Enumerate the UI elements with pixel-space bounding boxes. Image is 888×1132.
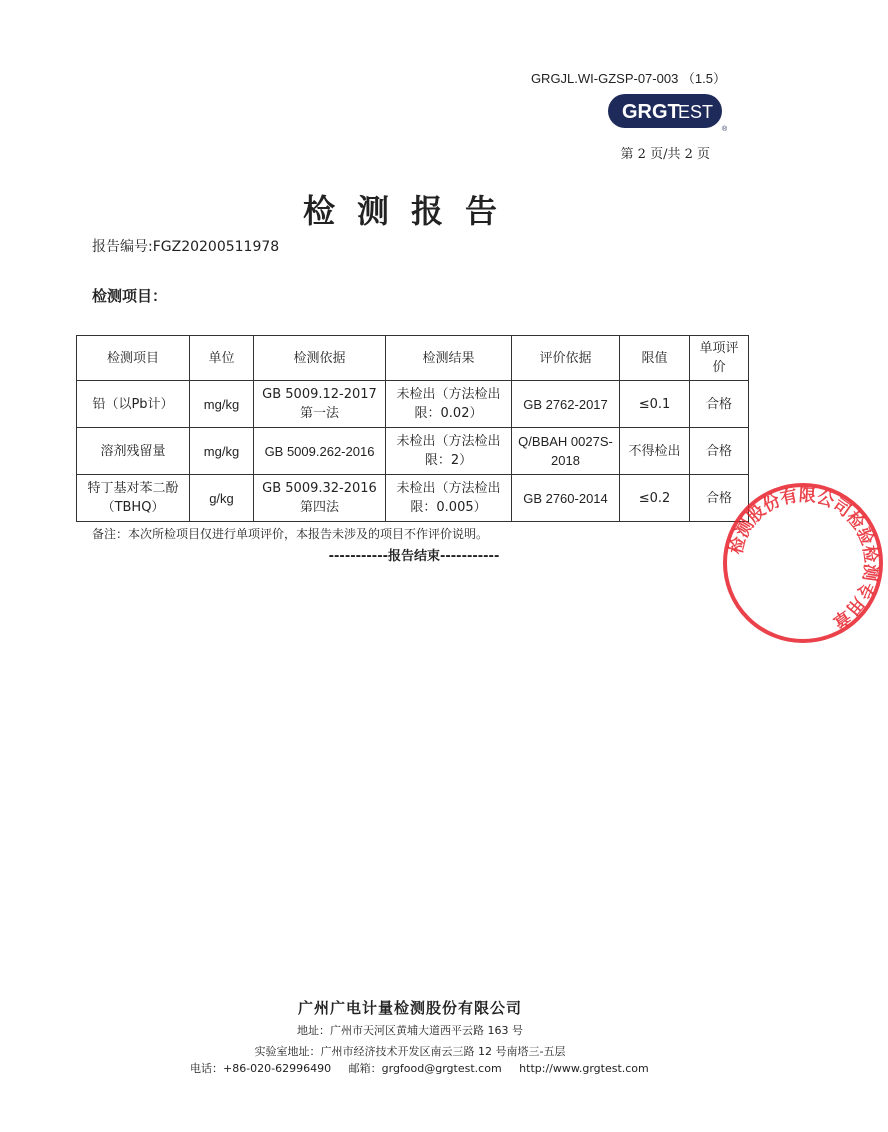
table-cell: mg/kg xyxy=(190,428,254,475)
column-header: 单位 xyxy=(190,336,254,381)
svg-text:®: ® xyxy=(722,126,728,133)
document-code: GRGJL.WI-GZSP-07-003 （1.5） xyxy=(530,71,726,86)
footer-company-name: 广州广电计量检测股份有限公司 xyxy=(297,999,522,1017)
page-number: 第 2 页/共 2 页 xyxy=(620,147,710,162)
table-cell: 合格 xyxy=(690,475,749,522)
table-cell: GB 5009.262-2016 xyxy=(254,428,386,475)
svg-text:检测股份有限公司检验检测专用章: 检测股份有限公司检验检测专用章 xyxy=(726,485,881,632)
column-header: 限值 xyxy=(620,336,690,381)
grgtest-logo xyxy=(606,92,730,132)
footer-website-link[interactable]: http://www.grgtest.com xyxy=(519,1062,649,1075)
table-cell: 合格 xyxy=(690,381,749,428)
table-row xyxy=(77,428,749,475)
table-cell: 溶剂残留量 xyxy=(77,428,190,475)
table-cell: 未检出（方法检出限：2） xyxy=(386,428,512,475)
table-cell: 合格 xyxy=(690,428,749,475)
table-cell: mg/kg xyxy=(190,381,254,428)
table-cell: g/kg xyxy=(190,475,254,522)
table-header-row xyxy=(77,336,749,381)
column-header: 检测结果 xyxy=(386,336,512,381)
page-title: 检测报告 xyxy=(302,192,519,230)
table-row xyxy=(77,381,749,428)
table-row xyxy=(77,475,749,522)
column-header: 评价依据 xyxy=(512,336,620,381)
footer-phone: 电话：+86-020-62996490 xyxy=(190,1062,332,1075)
footer-email: 邮箱：grgfood@grgtest.com xyxy=(348,1062,502,1075)
table-cell: GB 2762-2017 xyxy=(512,381,620,428)
report-end-mark: -----------报告结束----------- xyxy=(328,549,500,564)
footer-lab-address: 实验室地址：广州市经济技术开发区南云三路 12 号南塔三-五层 xyxy=(254,1045,566,1058)
footer-address: 地址：广州市天河区黄埔大道西平云路 163 号 xyxy=(297,1024,523,1037)
table-cell: Q/BBAH 0027S-2018 xyxy=(512,428,620,475)
results-table xyxy=(76,335,749,522)
table-cell: ≤0.2 xyxy=(620,475,690,522)
table-cell: 铅（以Pb计） xyxy=(77,381,190,428)
svg-text:GRGT: GRGT xyxy=(622,101,680,123)
column-header: 检测依据 xyxy=(254,336,386,381)
footer-contact xyxy=(190,1060,663,1076)
official-seal-stamp xyxy=(718,478,888,648)
report-number: 报告编号:FGZ20200511978 xyxy=(92,239,280,255)
table-cell: 未检出（方法检出限：0.02） xyxy=(386,381,512,428)
remark-note: 备注：本次所检项目仅进行单项评价，本报告未涉及的项目不作评价说明。 xyxy=(92,527,489,541)
table-cell: GB 2760-2014 xyxy=(512,475,620,522)
svg-text:EST: EST xyxy=(678,102,714,122)
table-cell: GB 5009.12-2017 第一法 xyxy=(254,381,386,428)
table-cell: 未检出（方法检出限：0.005） xyxy=(386,475,512,522)
column-header: 检测项目 xyxy=(77,336,190,381)
section-title: 检测项目： xyxy=(92,287,168,305)
table-cell: 不得检出 xyxy=(620,428,690,475)
table-cell: ≤0.1 xyxy=(620,381,690,428)
table-cell: 特丁基对苯二酚（TBHQ） xyxy=(77,475,190,522)
table-cell: GB 5009.32-2016 第四法 xyxy=(254,475,386,522)
column-header: 单项评价 xyxy=(690,336,749,381)
